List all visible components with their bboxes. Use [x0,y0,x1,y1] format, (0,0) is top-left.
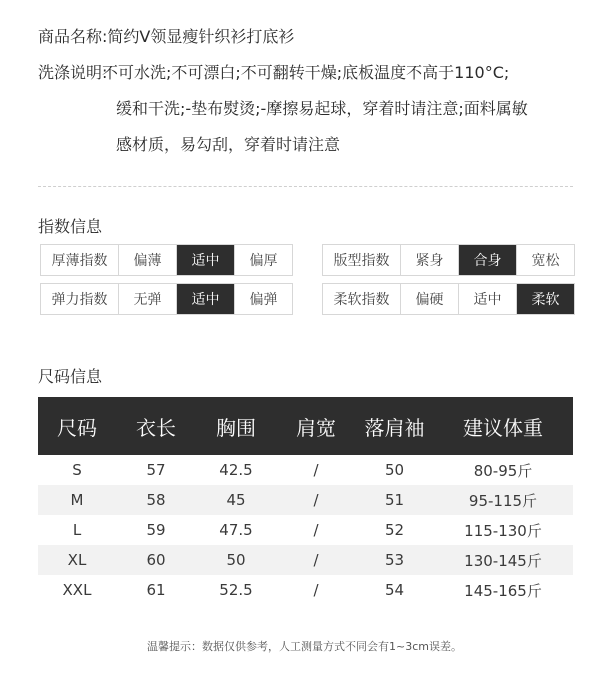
table-cell: XXL [62,581,92,599]
fit-index [322,244,575,276]
index-option: 柔软 [516,284,574,314]
table-cell: L [72,521,82,539]
index-label: 弹力指数 [41,284,118,314]
table-cell: 145-165斤 [464,581,542,600]
table-row [38,545,573,575]
table-cell: 58 [146,491,166,509]
table-cell: / [313,461,319,479]
size-table-header [38,397,573,455]
dashed-divider [38,186,573,187]
table-cell: 59 [146,521,166,539]
index-option: 无弹 [118,284,176,314]
column-header: 建议体重 [463,415,543,440]
product-name-value: 简约V领显瘦针织衫打底衫 [107,27,295,46]
size-table [38,397,573,605]
column-header: 衣长 [136,415,176,440]
elasticity-index [40,283,293,315]
table-cell: 95-115斤 [468,491,538,510]
product-name-label: 商品名称: [38,27,108,46]
index-label: 厚薄指数 [41,245,118,275]
table-cell: 50 [226,551,246,569]
index-option: 宽松 [516,245,574,275]
table-cell: 50 [384,461,405,479]
index-option: 适中 [176,245,234,275]
table-cell: 51 [384,491,405,509]
table-row [38,485,573,515]
index-option: 适中 [176,284,234,314]
index-option: 偏薄 [118,245,176,275]
table-cell: 53 [384,551,405,569]
softness-index [322,283,575,315]
table-cell: 57 [146,461,166,479]
wash-instructions [38,58,583,154]
index-option: 紧身 [400,245,458,275]
table-cell: S [72,461,82,479]
table-cell: 52 [384,521,405,539]
index-label: 柔软指数 [323,284,400,314]
index-section-title: 指数信息 [38,217,103,236]
size-section-title: 尺码信息 [38,367,103,386]
table-cell: 42.5 [219,461,253,479]
table-cell: / [313,581,319,599]
index-option: 偏弹 [234,284,292,314]
wash-label: 洗涤说明: [38,63,108,82]
index-option: 适中 [458,284,516,314]
table-row [38,575,573,605]
index-option: 偏厚 [234,245,292,275]
index-option: 合身 [458,245,516,275]
column-header: 胸围 [216,415,256,440]
table-cell: 130-145斤 [464,551,542,570]
wash-line-2: 缓和干洗;-垫布熨烫;-摩擦易起球，穿着时请注意;面料属敏 [116,99,528,118]
thickness-index [40,244,293,276]
table-cell: 52.5 [219,581,253,599]
table-cell: 47.5 [219,521,253,539]
table-cell: 45 [226,491,246,509]
table-cell: 115-130斤 [464,521,542,540]
table-cell: XL [67,551,87,569]
table-cell: M [70,491,84,509]
table-row [38,515,573,545]
wash-line-3: 感材质，易勾刮，穿着时请注意 [116,135,341,154]
wash-line-1: 不可水洗;不可漂白;不可翻转干燥;底板温度不高于110°C; [102,63,510,82]
product-name-row [38,22,583,58]
table-cell: 80-95斤 [473,461,533,480]
column-header: 肩宽 [296,415,336,440]
disclaimer-note: 温馨提示：数据仅供参考，人工测量方式不同会有1~3cm误差。 [147,640,462,653]
column-header: 尺码 [57,415,97,440]
column-header: 落肩袖 [364,415,425,440]
table-cell: / [313,551,319,569]
table-cell: 54 [384,581,405,599]
product-info [38,22,583,154]
table-cell: 60 [146,551,166,569]
index-label: 版型指数 [323,245,400,275]
index-option: 偏硬 [400,284,458,314]
table-row [38,455,573,485]
table-cell: 61 [146,581,166,599]
table-cell: / [313,491,319,509]
table-cell: / [313,521,319,539]
